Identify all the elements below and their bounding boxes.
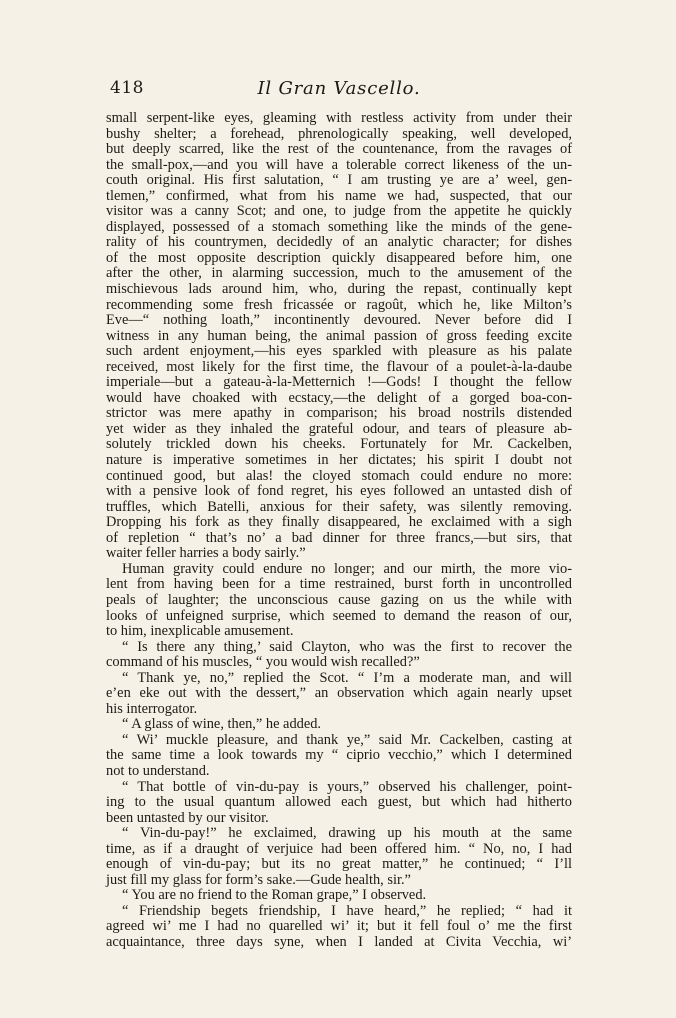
text-line: imperiale—but a gateau-à-la-Metternich !—Gods! I thought the fellow bbox=[106, 374, 572, 391]
text-line: truffles, which Batelli, anxious for their safety, was silently removing. bbox=[106, 498, 572, 515]
text-line: witness in any human being, the animal passion of gross feeding excite bbox=[106, 327, 572, 344]
text-line: such ardent enjoyment,—his eyes sparkled with pleasure as his palate bbox=[106, 343, 572, 360]
text-line: enough of vin-du-pay; but its no great matter,” he continued; “ I’ll bbox=[106, 856, 572, 873]
text-line: of repletion “ that’s no’ a bad dinner for three francs,—but sirs, that bbox=[106, 529, 572, 546]
text-line: small serpent-like eyes, gleaming with restless activity from under their bbox=[106, 110, 572, 126]
text-line: couth original. His first salutation, “ I am trusting ye are a’ weel, gen- bbox=[106, 172, 572, 189]
text-line: recommending some fresh fricassée or ragoût, which he, like Milton’s bbox=[106, 296, 572, 313]
text-line: ing to the usual quantum allowed each guest, but which had hitherto bbox=[106, 794, 572, 811]
text-line: his interrogator. bbox=[106, 700, 198, 717]
text-line: rality of his countrymen, decidedly of an analytic character; for dishes bbox=[106, 234, 572, 251]
text-line: lent from having been for a time restrained, burst forth in uncontrolled bbox=[106, 576, 572, 593]
text-line: agreed wi’ me I had no quarelled wi’ it; but it fell foul o’ me the first bbox=[106, 918, 572, 935]
text-line: been untasted by our visitor. bbox=[106, 809, 269, 826]
text-line: Eve—“ nothing loath,” incontinently devoured. Never before did I bbox=[106, 312, 572, 329]
text-line: “ Is there any thing,’ said Clayton, who was the first to recover the bbox=[122, 638, 572, 655]
running-title: Il Gran Vascello. bbox=[257, 78, 421, 99]
text-line: continued good, but alas! the cloyed stomach could endure no more: bbox=[106, 467, 572, 484]
text-line: looks of unfeigned surprise, which seemed to demand the reason of our, bbox=[106, 607, 572, 624]
page-number: 418 bbox=[110, 78, 144, 98]
text-line: “ Thank ye, no,” replied the Scot. “ I’m a moderate man, and will bbox=[122, 669, 572, 686]
text-line: but deeply scarred, like the rest of the countenance, from the ravages of bbox=[106, 141, 572, 158]
text-line: with a pensive look of fond regret, his eyes followed an untasted dish of bbox=[106, 483, 572, 500]
text-line: “ A glass of wine, then,” he added. bbox=[122, 716, 322, 733]
text-line: peals of laughter; the unconscious cause gazing on us the while with bbox=[106, 591, 572, 608]
text-line: time, as if a draught of verjuice had been offered him. “ No, no, I had bbox=[106, 840, 572, 857]
text-line: “ You are no friend to the Roman grape,” I observed. bbox=[122, 887, 427, 904]
text-line: solutely trickled down his cheeks. Fortunately for Mr. Cackelben, bbox=[106, 436, 572, 453]
text-line: “ Vin-du-pay!” he exclaimed, drawing up his mouth at the same bbox=[122, 825, 572, 842]
text-line: not to understand. bbox=[106, 762, 210, 779]
text-line: “ Wi’ muckle pleasure, and thank ye,” said Mr. Cackelben, casting at bbox=[122, 731, 572, 748]
text-line: waiter feller harries a body sairly.” bbox=[106, 545, 306, 562]
text-line: displayed, possessed of a stomach something like the minds of the gene- bbox=[106, 218, 572, 235]
text-line: yet wider as they inhaled the grateful odour, and tears of pleasure ab- bbox=[106, 420, 572, 437]
text-line: just fill my glass for form’s sake.—Gude health, sir.” bbox=[106, 871, 411, 888]
text-line: nature is imperative sometimes in her dictates; his spirit I doubt not bbox=[106, 452, 572, 469]
text-line: acquaintance, three days syne, when I landed at Civita Vecchia, wi’ bbox=[106, 933, 572, 950]
text-line: the same time a look towards my “ ciprio vecchio,” which I determined bbox=[106, 747, 572, 764]
text-line: mischievous lads around him, who, during the repast, continually kept bbox=[106, 281, 572, 298]
text-line: “ That bottle of vin-du-pay is yours,” observed his challenger, point- bbox=[122, 778, 572, 795]
text-line: of the most opposite description quickly disappeared before him, one bbox=[106, 249, 572, 266]
text-line: to him, inexplicable amusement. bbox=[106, 623, 294, 640]
text-line: “ Friendship begets friendship, I have heard,” he replied; “ had it bbox=[122, 902, 572, 919]
text-line: tlemen,” confirmed, what from his name we had, suspected, that our bbox=[106, 187, 572, 204]
text-line: Human gravity could endure no longer; and our mirth, the more vio- bbox=[122, 560, 572, 577]
page-header bbox=[106, 78, 572, 104]
text-line: e’en eke out with the dessert,” an observation which again nearly upset bbox=[106, 685, 572, 702]
text-line: Dropping his fork as they finally disappeared, he exclaimed with a sigh bbox=[106, 514, 572, 531]
text-line: after the other, in alarming succession, much to the amusement of the bbox=[106, 265, 572, 282]
text-line: received, most likely for the first time, the flavour of a poulet-à-la-daube bbox=[106, 358, 572, 375]
body-text bbox=[106, 111, 572, 951]
text-line: strictor was mere apathy in comparison; his broad nostrils distended bbox=[106, 405, 572, 422]
text-line: the small-pox,—and you will have a tolerable correct likeness of the un- bbox=[106, 156, 572, 173]
text-line: visitor was a canny Scot; and one, to judge from the appetite he quickly bbox=[106, 203, 572, 220]
text-line: bushy shelter; a forehead, phrenologically speaking, well developed, bbox=[106, 125, 572, 142]
text-line: would have choaked with ecstacy,—the delight of a gorged boa-con- bbox=[106, 389, 572, 406]
text-line: command of his muscles, “ you would wish recalled?” bbox=[106, 654, 420, 671]
